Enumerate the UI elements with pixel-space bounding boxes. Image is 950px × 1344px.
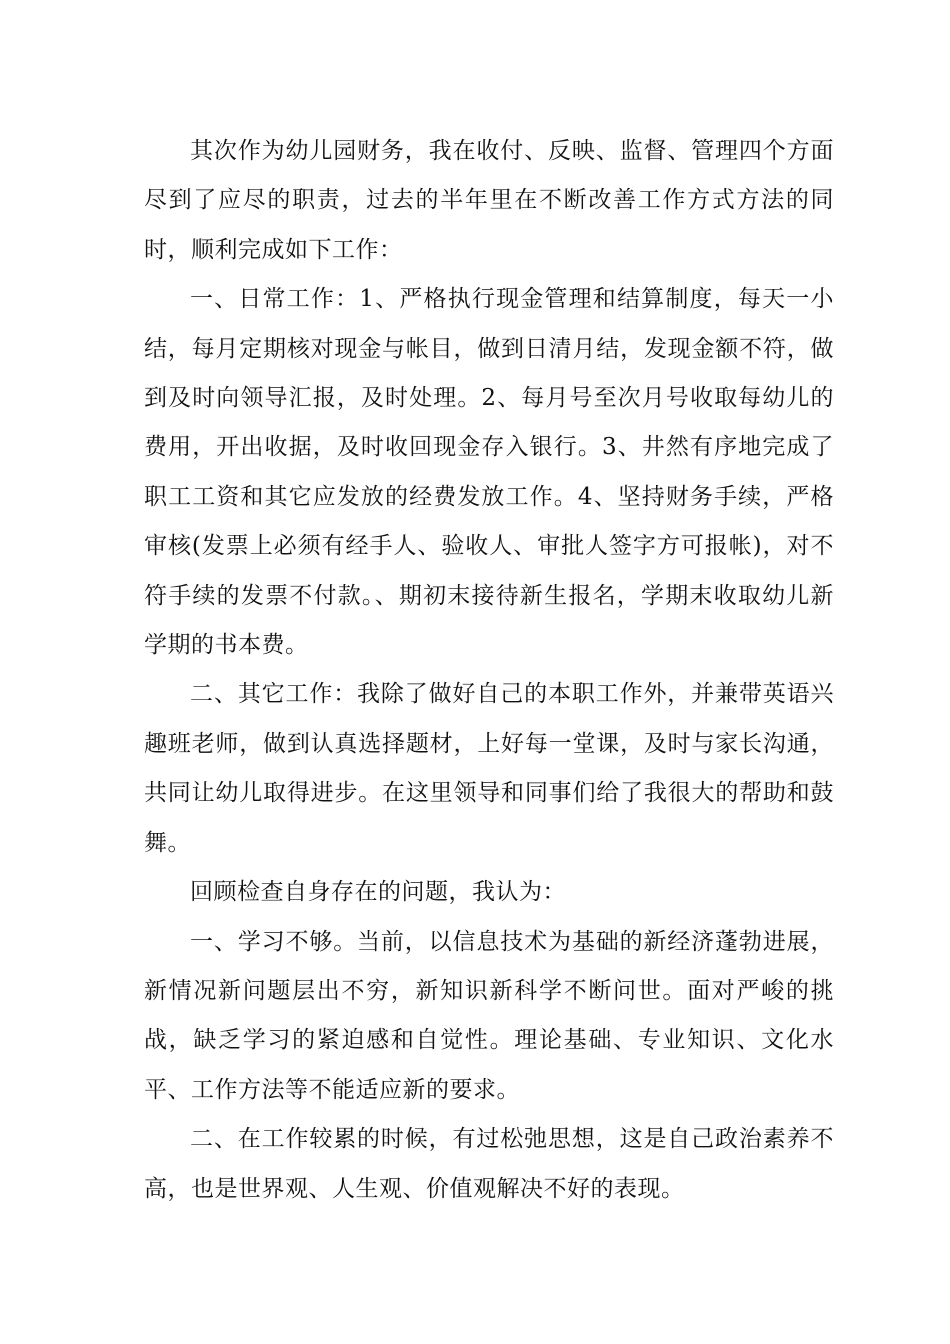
paragraph-review-intro: 回顾检查自身存在的问题，我认为： <box>190 879 566 906</box>
paragraph-other-work: 二、其它工作：我除了做好自己的本职工作外，并兼带英语兴趣班老师，做到认真选择题材，上好每一堂课，及时与家长沟通，共同让幼儿取得进步。在这里领导和同事们给了我很大的帮助和鼓舞。 <box>144 681 834 856</box>
paragraph-problem-attitude: 二、在工作较累的时候，有过松弛思想，这是自己政治素养不高，也是世界观、人生观、价值观解决不好的表现。 <box>144 1126 834 1202</box>
document-body <box>144 127 834 1214</box>
paragraph-problem-study: 一、学习不够。当前，以信息技术为基础的新经济蓬勃进展，新情况新问题层出不穷，新知识新科学不断问世。面对严峻的挑战，缺乏学习的紧迫感和自觉性。理论基础、专业知识、文化水平、工作方法等不能适应新的要求。 <box>144 928 834 1103</box>
paragraph-daily-work: 一、日常工作：1、严格执行现金管理和结算制度，每天一小结，每月定期核对现金与帐目，做到日清月结，发现金额不符，做到及时向领导汇报，及时处理。2、每月号至次月号收取每幼儿的费用，开出收据，及时收回现金存入银行。3、井然有序地完成了职工工资和其它应发放的经费发放工作。4、坚持财务手续，严格审核(发票上必须有经手人、验收人、审批人签字方可报帐)，对不符手续的发票不付款。、期初末接待新生报名，学期末收取幼儿新学期的书本费。 <box>144 286 834 659</box>
paragraph-finance-duties: 其次作为幼儿园财务，我在收付、反映、监督、管理四个方面尽到了应尽的职责，过去的半年里在不断改善工作方式方法的同时，顺利完成如下工作： <box>144 138 834 263</box>
